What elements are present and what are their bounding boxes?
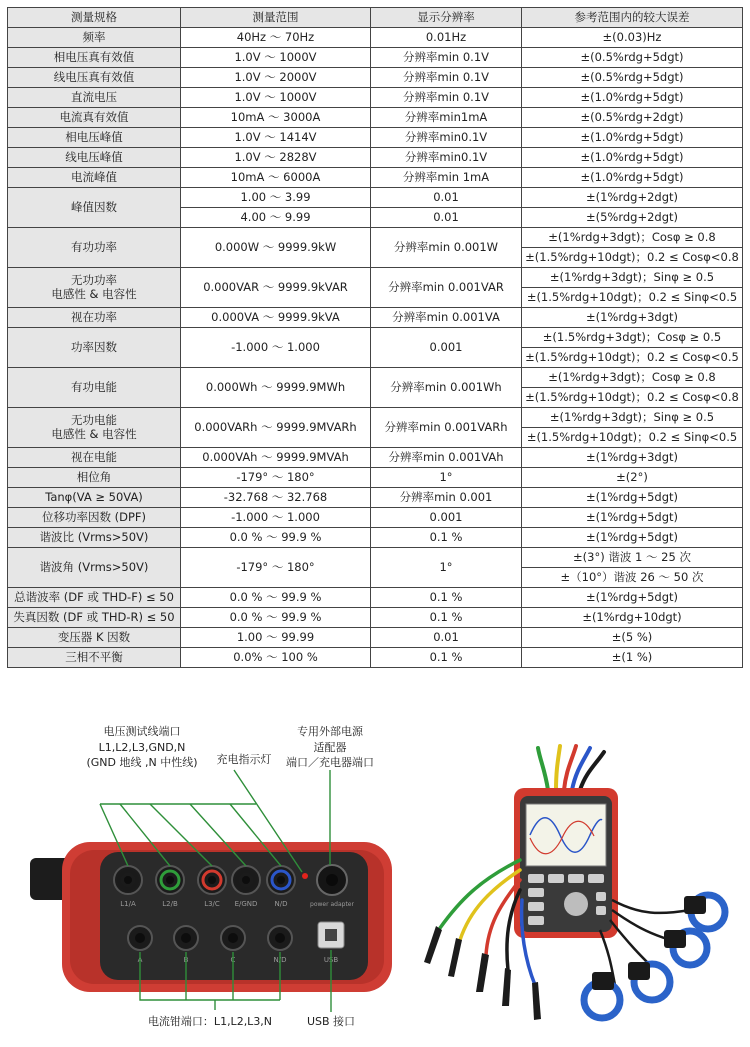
table-row bbox=[8, 368, 743, 388]
jack-label: L1/A bbox=[120, 900, 136, 908]
row-error: ±(1%rdg+2dgt) bbox=[522, 188, 743, 208]
current-clamp-1 bbox=[684, 895, 725, 929]
row-resolution: 分辨率min 0.1V bbox=[371, 68, 522, 88]
row-range: 40Hz ～ 70Hz bbox=[181, 28, 371, 48]
table-row bbox=[8, 308, 743, 328]
clamp-jack-1 bbox=[128, 926, 152, 950]
row-resolution: 分辨率min 0.001VAR bbox=[371, 268, 522, 308]
row-resolution: 分辨率min0.1V bbox=[371, 128, 522, 148]
voltage-jack-5 bbox=[267, 866, 295, 894]
row-resolution: 分辨率min 0.001VA bbox=[371, 308, 522, 328]
table-row bbox=[8, 128, 743, 148]
row-name: 谐波角 (Vrms>50V) bbox=[8, 548, 181, 588]
usb-port-label: USB bbox=[323, 956, 339, 964]
row-range: 1.00 ～ 3.99 bbox=[181, 188, 371, 208]
jack-label: A bbox=[137, 956, 143, 964]
row-resolution: 分辨率min0.1V bbox=[371, 148, 522, 168]
row-range: 0.000VAh ～ 9999.9MVAh bbox=[181, 448, 371, 468]
header-error: 参考范围内的较大误差 bbox=[522, 8, 743, 28]
callout-usb: USB 接口 bbox=[306, 1015, 356, 1028]
row-resolution: 分辨率min 0.001VAh bbox=[371, 448, 522, 468]
table-row bbox=[8, 468, 743, 488]
row-range: 0.0 % ～ 99.9 % bbox=[181, 528, 371, 548]
connector-panel-photo bbox=[30, 724, 392, 1028]
table-row bbox=[8, 408, 743, 428]
row-error: ±(1.0%rdg+5dgt) bbox=[522, 168, 743, 188]
row-resolution: 0.1 % bbox=[371, 588, 522, 608]
jack-label: L2/B bbox=[162, 900, 178, 908]
row-range: 1.00 ～ 99.99 bbox=[181, 628, 371, 648]
row-error: ±(1%rdg+3dgt)；Cosφ ≥ 0.8 bbox=[522, 228, 743, 248]
row-range: -32.768 ～ 32.768 bbox=[181, 488, 371, 508]
row-range: -1.000 ～ 1.000 bbox=[181, 328, 371, 368]
row-error: ±(1.5%rdg+10dgt)；0.2 ≤ Sinφ<0.5 bbox=[522, 428, 743, 448]
voltage-jack-3 bbox=[198, 866, 226, 894]
row-resolution: 分辨率min 0.001 bbox=[371, 488, 522, 508]
row-resolution: 分辨率min 0.1V bbox=[371, 48, 522, 68]
power-port-icon bbox=[317, 865, 347, 895]
table-row bbox=[8, 148, 743, 168]
row-error: ±(2°) bbox=[522, 468, 743, 488]
clamp-jack-3 bbox=[221, 926, 245, 950]
row-error: ±(1.5%rdg+3dgt)；Cosφ ≥ 0.5 bbox=[522, 328, 743, 348]
row-error: ±（10°）谐波 26 ～ 50 次 bbox=[522, 568, 743, 588]
row-error: ±(1%rdg+5dgt) bbox=[522, 528, 743, 548]
row-name: 相电压峰值 bbox=[8, 128, 181, 148]
callout-power-3: 端口／充电器端口 bbox=[286, 756, 374, 769]
jack-label: B bbox=[183, 956, 189, 964]
row-name: 峰值因数 bbox=[8, 188, 181, 228]
row-range: 1.0V ～ 2000V bbox=[181, 68, 371, 88]
row-error: ±(5%rdg+2dgt) bbox=[522, 208, 743, 228]
header-resolution: 显示分辨率 bbox=[371, 8, 522, 28]
row-range: 1.0V ～ 2828V bbox=[181, 148, 371, 168]
table-row bbox=[8, 608, 743, 628]
row-range: 0.0 % ～ 99.9 % bbox=[181, 608, 371, 628]
table-row bbox=[8, 548, 743, 568]
voltage-jack-1 bbox=[114, 866, 142, 894]
row-range: 0.000W ～ 9999.9kW bbox=[181, 228, 371, 268]
table-row bbox=[8, 188, 743, 208]
row-error: ±(1%rdg+3dgt) bbox=[522, 308, 743, 328]
row-error: ±(0.03)Hz bbox=[522, 28, 743, 48]
row-error: ±(0.5%rdg+5dgt) bbox=[522, 68, 743, 88]
row-resolution: 0.01 bbox=[371, 188, 522, 208]
row-range: 1.0V ～ 1414V bbox=[181, 128, 371, 148]
row-error: ±(5 %) bbox=[522, 628, 743, 648]
row-range: -179° ～ 180° bbox=[181, 468, 371, 488]
row-name: 谐波比 (Vrms>50V) bbox=[8, 528, 181, 548]
row-range: 0.0 % ～ 99.9 % bbox=[181, 588, 371, 608]
row-range: 10mA ～ 6000A bbox=[181, 168, 371, 188]
header-range: 测量范围 bbox=[181, 8, 371, 28]
table-row bbox=[8, 588, 743, 608]
row-range: 0.000Wh ～ 9999.9MWh bbox=[181, 368, 371, 408]
row-error: ±(1.5%rdg+10dgt)；0.2 ≤ Sinφ<0.5 bbox=[522, 288, 743, 308]
table-row bbox=[8, 628, 743, 648]
current-clamp-3 bbox=[628, 962, 670, 1000]
row-name: 有功电能 bbox=[8, 368, 181, 408]
row-resolution: 1° bbox=[371, 468, 522, 488]
row-error: ±(1%rdg+3dgt)；Cosφ ≥ 0.8 bbox=[522, 368, 743, 388]
row-error: ±(1.0%rdg+5dgt) bbox=[522, 128, 743, 148]
row-name: 无功电能 电感性 & 电容性 bbox=[8, 408, 181, 448]
row-error: ±(0.5%rdg+5dgt) bbox=[522, 48, 743, 68]
row-name: 电流峰值 bbox=[8, 168, 181, 188]
table-row bbox=[8, 88, 743, 108]
table-row bbox=[8, 328, 743, 348]
power-port-label: power adapter bbox=[310, 901, 354, 908]
jack-label: N/D bbox=[273, 956, 287, 964]
callout-voltage-ports-3: (GND 地线 ,N 中性线) bbox=[86, 756, 198, 769]
row-name: 有功功率 bbox=[8, 228, 181, 268]
row-error: ±(1%rdg+5dgt) bbox=[522, 588, 743, 608]
usb-port-icon bbox=[318, 922, 344, 948]
row-name: 直流电压 bbox=[8, 88, 181, 108]
row-resolution: 分辨率min 1mA bbox=[371, 168, 522, 188]
jack-label: N/D bbox=[274, 900, 288, 908]
row-name: 相位角 bbox=[8, 468, 181, 488]
callout-power-2: 适配器 bbox=[313, 741, 347, 754]
row-resolution: 分辨率min 0.001W bbox=[371, 228, 522, 268]
row-name: 电流真有效值 bbox=[8, 108, 181, 128]
row-range: 10mA ～ 3000A bbox=[181, 108, 371, 128]
row-error: ±(1.0%rdg+5dgt) bbox=[522, 88, 743, 108]
table-row bbox=[8, 168, 743, 188]
callout-clamp-ports: 电流钳端口：L1,L2,L3,N bbox=[147, 1015, 273, 1028]
table-row bbox=[8, 488, 743, 508]
table-row bbox=[8, 228, 743, 248]
table-header-row bbox=[8, 8, 743, 28]
row-resolution: 1° bbox=[371, 548, 522, 588]
current-clamp-2 bbox=[664, 930, 707, 965]
row-name: 线电压峰值 bbox=[8, 148, 181, 168]
row-resolution: 0.1 % bbox=[371, 648, 522, 668]
row-resolution: 分辨率min 0.001VARh bbox=[371, 408, 522, 448]
clamp-jack-2 bbox=[174, 926, 198, 950]
row-name: 变压器 K 因数 bbox=[8, 628, 181, 648]
row-resolution: 0.01Hz bbox=[371, 28, 522, 48]
callout-voltage-ports-2: L1,L2,L3,GND,N bbox=[98, 741, 186, 754]
row-error: ±(1%rdg+3dgt) bbox=[522, 448, 743, 468]
voltage-jack-4 bbox=[232, 866, 260, 894]
row-resolution: 分辨率min 0.1V bbox=[371, 88, 522, 108]
table-row bbox=[8, 108, 743, 128]
instrument-photo bbox=[424, 746, 725, 1020]
voltage-jack-2 bbox=[156, 866, 184, 894]
table-row bbox=[8, 448, 743, 468]
row-name: 无功功率 电感性 & 电容性 bbox=[8, 268, 181, 308]
row-range: -179° ～ 180° bbox=[181, 548, 371, 588]
table-row bbox=[8, 268, 743, 288]
row-range: 0.0% ～ 100 % bbox=[181, 648, 371, 668]
table-row bbox=[8, 48, 743, 68]
row-error: ±(1.0%rdg+5dgt) bbox=[522, 148, 743, 168]
row-name: 三相不平衡 bbox=[8, 648, 181, 668]
row-error: ±(1%rdg+3dgt)；Sinφ ≥ 0.5 bbox=[522, 408, 743, 428]
row-name: 相电压真有效值 bbox=[8, 48, 181, 68]
row-resolution: 0.01 bbox=[371, 208, 522, 228]
clamp-jack-4 bbox=[268, 926, 292, 950]
row-error: ±(1%rdg+10dgt) bbox=[522, 608, 743, 628]
row-range: 1.0V ～ 1000V bbox=[181, 48, 371, 68]
row-resolution: 0.001 bbox=[371, 508, 522, 528]
table-row bbox=[8, 528, 743, 548]
row-range: 4.00 ～ 9.99 bbox=[181, 208, 371, 228]
row-resolution: 0.01 bbox=[371, 628, 522, 648]
row-range: 1.0V ～ 1000V bbox=[181, 88, 371, 108]
row-resolution: 分辨率min1mA bbox=[371, 108, 522, 128]
row-error: ±(1 %) bbox=[522, 648, 743, 668]
row-name: Tanφ(VA ≥ 50VA) bbox=[8, 488, 181, 508]
row-name: 视在电能 bbox=[8, 448, 181, 468]
row-error: ±(1.5%rdg+10dgt)；0.2 ≤ Cosφ<0.8 bbox=[522, 248, 743, 268]
jack-label: E/GND bbox=[234, 900, 258, 908]
callout-power-1: 专用外部电源 bbox=[297, 725, 363, 738]
table-row bbox=[8, 508, 743, 528]
table-row bbox=[8, 68, 743, 88]
row-error: ±(1%rdg+5dgt) bbox=[522, 488, 743, 508]
charge-led-icon bbox=[302, 873, 308, 879]
row-resolution: 分辨率min 0.001Wh bbox=[371, 368, 522, 408]
spec-table bbox=[7, 7, 743, 668]
row-name: 线电压真有效值 bbox=[8, 68, 181, 88]
row-name: 失真因数 (DF 或 THD-R) ≤ 50 bbox=[8, 608, 181, 628]
row-name: 视在功率 bbox=[8, 308, 181, 328]
row-error: ±(0.5%rdg+2dgt) bbox=[522, 108, 743, 128]
row-range: 0.000VAR ～ 9999.9kVAR bbox=[181, 268, 371, 308]
lead-wires bbox=[538, 746, 604, 790]
row-range: -1.000 ～ 1.000 bbox=[181, 508, 371, 528]
callout-charge-led: 充电指示灯 bbox=[216, 753, 272, 766]
row-name: 频率 bbox=[8, 28, 181, 48]
row-name: 总谐波率 (DF 或 THD-F) ≤ 50 bbox=[8, 588, 181, 608]
row-name: 位移功率因数 (DPF) bbox=[8, 508, 181, 528]
row-range: 0.000VARh ～ 9999.9MVARh bbox=[181, 408, 371, 448]
product-photos bbox=[0, 700, 750, 1047]
row-error: ±(1.5%rdg+10dgt)；0.2 ≤ Cosφ<0.8 bbox=[522, 388, 743, 408]
jack-label: L3/C bbox=[204, 900, 220, 908]
callout-voltage-ports-1: 电压测试线端口 bbox=[103, 725, 181, 738]
jack-label: C bbox=[230, 956, 236, 964]
row-error: ±(3°) 谐波 1 ～ 25 次 bbox=[522, 548, 743, 568]
row-resolution: 0.001 bbox=[371, 328, 522, 368]
row-name: 功率因数 bbox=[8, 328, 181, 368]
row-error: ±(1.5%rdg+10dgt)；0.2 ≤ Cosφ<0.5 bbox=[522, 348, 743, 368]
row-error: ±(1%rdg+3dgt)；Sinφ ≥ 0.5 bbox=[522, 268, 743, 288]
table-row bbox=[8, 648, 743, 668]
row-resolution: 0.1 % bbox=[371, 608, 522, 628]
header-spec: 测量规格 bbox=[8, 8, 181, 28]
row-error: ±(1%rdg+5dgt) bbox=[522, 508, 743, 528]
row-resolution: 0.1 % bbox=[371, 528, 522, 548]
row-range: 0.000VA ～ 9999.9kVA bbox=[181, 308, 371, 328]
table-row bbox=[8, 28, 743, 48]
